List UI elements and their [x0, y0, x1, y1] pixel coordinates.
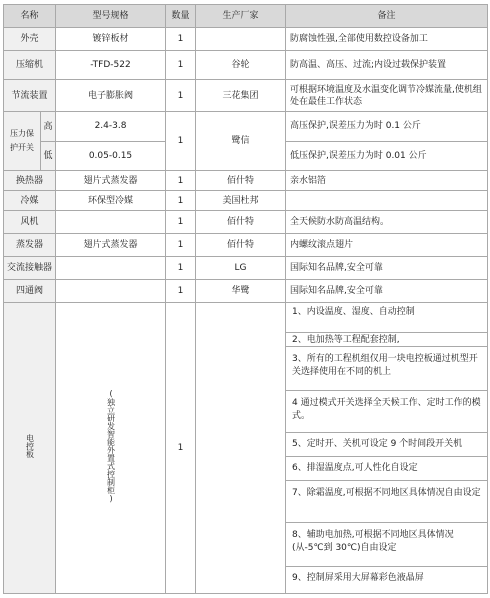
control-note-2: 2、电加热等工程配套控制,: [286, 333, 487, 347]
row-model: 电子膨胀阀: [56, 80, 166, 112]
row-model: 翅片式蒸发器: [56, 234, 166, 257]
header-maker: 生产厂家: [196, 5, 286, 28]
row-model: [56, 303, 166, 594]
row-qty: 1: [166, 257, 196, 280]
row-name: 风机: [4, 211, 56, 234]
table-row-exchanger: [4, 171, 488, 191]
row-maker: 佰什特: [196, 234, 286, 257]
row-notes: 国际知名品牌,安全可靠: [286, 257, 488, 280]
row-name: 蒸发器: [4, 234, 56, 257]
control-note-9: 9、控制屏采用大屏幕彩色液晶屏: [292, 573, 424, 583]
row-maker: [196, 303, 286, 594]
row-maker: 佰什特: [196, 171, 286, 191]
row-qty: 1: [166, 171, 196, 191]
row-notes-low: 低压保护,误差压力为时 0.01 公斤: [286, 141, 488, 171]
row-model: [56, 280, 166, 303]
pressure-high-label: 高: [41, 112, 55, 142]
row-maker: 美国杜邦: [196, 191, 286, 211]
table-row-pressure-high: [4, 112, 488, 142]
row-maker: [196, 28, 286, 51]
row-qty: 1: [166, 80, 196, 112]
row-maker: LG: [196, 257, 286, 280]
pressure-name-b: 护开关: [10, 143, 34, 152]
row-name: 换热器: [4, 171, 56, 191]
control-note-4: 4 通过模式开关选择全天候工作、定时工作的模式。: [286, 391, 487, 433]
table-row-refrigerant: [4, 191, 488, 211]
spec-table: [3, 4, 488, 594]
table-row-compressor: [4, 51, 488, 80]
pressure-name-a: 压力保: [10, 129, 34, 138]
control-note-7: 7、除霜温度,可根据不同地区具体情况自由设定: [286, 481, 487, 523]
row-notes: 可根据环境温度及水温变化调节冷媒流量,使机组处在最佳工作状态: [286, 80, 488, 112]
row-model: 翅片式蒸发器: [56, 171, 166, 191]
row-notes: 亲水铝箔: [286, 171, 488, 191]
row-name: 交流接触器: [4, 257, 56, 280]
control-notes: [286, 303, 488, 594]
row-qty: 1: [166, 303, 196, 594]
row-model: -TFD-522: [56, 51, 166, 80]
row-name: 外壳: [4, 28, 56, 51]
control-note-5: 5、定时开、关机可设定 9 个时间段开关机: [286, 433, 487, 457]
row-notes: 内螺纹滚点翅片: [286, 234, 488, 257]
row-model: [56, 211, 166, 234]
row-model-low: 0.05-0.15: [56, 141, 166, 171]
row-notes: 防腐蚀性强,全部使用数控设备加工: [286, 28, 488, 51]
row-model-high: 2.4-3.8: [56, 112, 166, 142]
table-row-control: [4, 303, 488, 594]
row-notes: 国际知名品牌,安全可靠: [286, 280, 488, 303]
row-model: 环保型冷媒: [56, 191, 166, 211]
row-notes: [286, 191, 488, 211]
control-note-8: 8、辅助电加热,可根据不同地区具体情况(从-5℃到 30℃)自由设定: [286, 523, 487, 567]
row-name: 四通阀: [4, 280, 56, 303]
control-model: (独立研发智能外置式控制柜): [106, 389, 116, 503]
header-model: 型号规格: [56, 5, 166, 28]
control-note-1: 1、内设温度、湿度、自动控制: [286, 303, 487, 333]
pressure-low-label: 低: [41, 142, 55, 170]
row-maker: 鹭信: [196, 112, 286, 171]
row-name: 压缩机: [4, 51, 56, 80]
table-row-contactor: [4, 257, 488, 280]
row-maker: 华鹭: [196, 280, 286, 303]
row-maker: 谷轮: [196, 51, 286, 80]
control-note-3: 3、所有的工程机组仅用一块电控板通过机型开关选择使用在不同的机上: [286, 347, 487, 391]
row-name: [4, 303, 56, 594]
header-notes: 备注: [286, 5, 488, 28]
row-notes-high: 高压保护,误差压力为时 0.1 公斤: [286, 112, 488, 142]
row-qty: 1: [166, 211, 196, 234]
row-model: 镀锌板材: [56, 28, 166, 51]
header-qty: 数量: [166, 5, 196, 28]
control-name: 电控板: [25, 434, 35, 458]
row-maker: 佰什特: [196, 211, 286, 234]
table-row-valve: [4, 280, 488, 303]
row-qty: 1: [166, 112, 196, 171]
row-qty: 1: [166, 280, 196, 303]
row-notes: 防高温、高压、过流;内设过载保护装置: [286, 51, 488, 80]
table-row-fan: [4, 211, 488, 234]
table-row-shell: [4, 28, 488, 51]
row-name: 冷媒: [4, 191, 56, 211]
row-name: 节流装置: [4, 80, 56, 112]
row-name: [4, 112, 56, 171]
header-name: 名称: [4, 5, 56, 28]
row-qty: 1: [166, 191, 196, 211]
row-qty: 1: [166, 28, 196, 51]
row-qty: 1: [166, 234, 196, 257]
table-row-throttle: [4, 80, 488, 112]
row-notes: 全天候防水防高温结构。: [286, 211, 488, 234]
control-note-6: 6、排湿温度点,可人性化自设定: [286, 457, 487, 481]
row-qty: 1: [166, 51, 196, 80]
row-model: [56, 257, 166, 280]
row-maker: 三花集团: [196, 80, 286, 112]
header-row: [4, 5, 488, 28]
table-row-evaporator: [4, 234, 488, 257]
